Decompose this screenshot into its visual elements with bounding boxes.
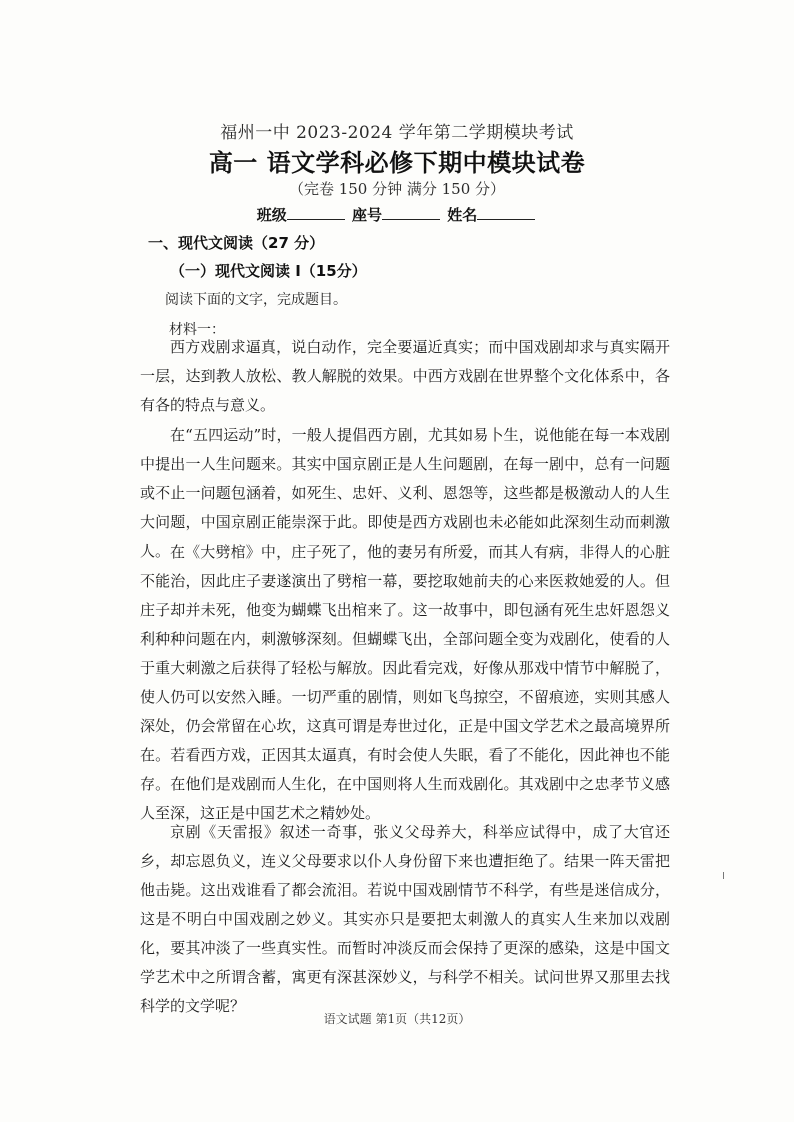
- seat-blank[interactable]: [382, 205, 440, 220]
- class-label: 班级: [256, 206, 287, 224]
- name-label: 姓名: [447, 206, 478, 224]
- subsection-heading: （一）现代文阅读 Ⅰ（15分）: [170, 262, 367, 280]
- exam-title: 高一 语文学科必修下期中模块试卷: [208, 149, 586, 177]
- section-heading: 一、现代文阅读（27 分）: [148, 234, 325, 252]
- paragraph-text: 在《大劈棺》中，庄子死了，他的妻另有所爱，而其人有病，非得人的心脏不能治，因此庄子妻遂演出了劈棺一幕，要挖取她前夫的心来医救她爱的人。但庄子却并未死，他变为蝴蝶飞出棺来了。这一故事中，即包涵有死生忠奸恩怨义利种种问题在内，刺激够深刻。但蝴蝶飞出，全部问题全变为戏剧化，使看的人于重大刺激之后获得了轻松与解放。因此看完戏，好像从那戏中情节中解脱了，使人仍可以安然入睡。一切严重的剧情，则如飞鸟掠空，不留痕迹，实则其感人深处，仍会常留在心坎，这真可谓是寿世过化，正是中国文学艺术之最高境界所在。若看西方戏，正因其太逼真，有时会使人失眠，看了不能化，因此神也不能存。在他们是戏剧而人生化，在中国则将人生而戏剧化。其戏剧中之忠孝节义感人至深，这正是中国艺术之精妙处。: [140, 543, 670, 822]
- paragraph-text: 西方戏剧求逼真，说白动作，完全要逼近真实；而中国戏剧却求与真实隔开一层，达到教人放松、教人解脱的效果。中西方戏剧在世界整个文化体系中，各有各的特点与意义。: [140, 338, 670, 414]
- paragraph-text: 在“五四运动”时，一般人提倡西方剧，尤其如易卜生，说他能在每一本戏剧中提出一人生问题来。其实中国京剧正是人生问题剧，在每一剧中，总有一问题或不止一问题包涵着，如死生、忠奸、义利、恩怨等，这些都是极激动人的人生大问题，中国京剧正能崇深于此。即使是西方戏剧也未必能如此深刻生动而刺激人。: [140, 426, 670, 560]
- scan-mark: [723, 872, 724, 879]
- exam-duration-score: （完卷 150 分钟 满分 150 分）: [288, 180, 506, 198]
- passage-paragraph: [140, 818, 670, 1021]
- passage-paragraph: [140, 333, 670, 420]
- student-info-row: [0, 204, 794, 225]
- exam-school-line: 福州一中 2023-2024 学年第二学期模块考试: [220, 123, 574, 143]
- seat-label: 座号: [351, 206, 382, 224]
- material-label: 材料一：: [169, 322, 225, 338]
- passage-paragraph: [140, 538, 670, 828]
- paragraph-text: 京剧《天雷报》叙述一奇事，张义父母养大，科举应试得中，成了大官还乡，却忘恩负义，连义父母要求以仆人身份留下来也遭拒绝了。结果一阵天雷把他击毙。这出戏谁看了都会流泪。若说中国戏剧情节不科学，有些是迷信成分，这是不明白中国戏剧之妙义。其实亦只是要把太刺激人的真实人生来加以戏剧化，要其冲淡了一些真实性。而暂时冲淡反而会保持了更深的感染，这是中国文学艺术中之所谓含蓄，寓更有深甚深妙义，与科学不相关。试问世界又那里去找科学的文学呢？: [140, 823, 670, 1015]
- reading-instruction: 阅读下面的文字，完成题目。: [165, 292, 347, 308]
- class-blank[interactable]: [287, 205, 345, 220]
- page-footer: 语文试题 第1页（共12页）: [323, 1012, 471, 1026]
- name-blank[interactable]: [477, 205, 535, 220]
